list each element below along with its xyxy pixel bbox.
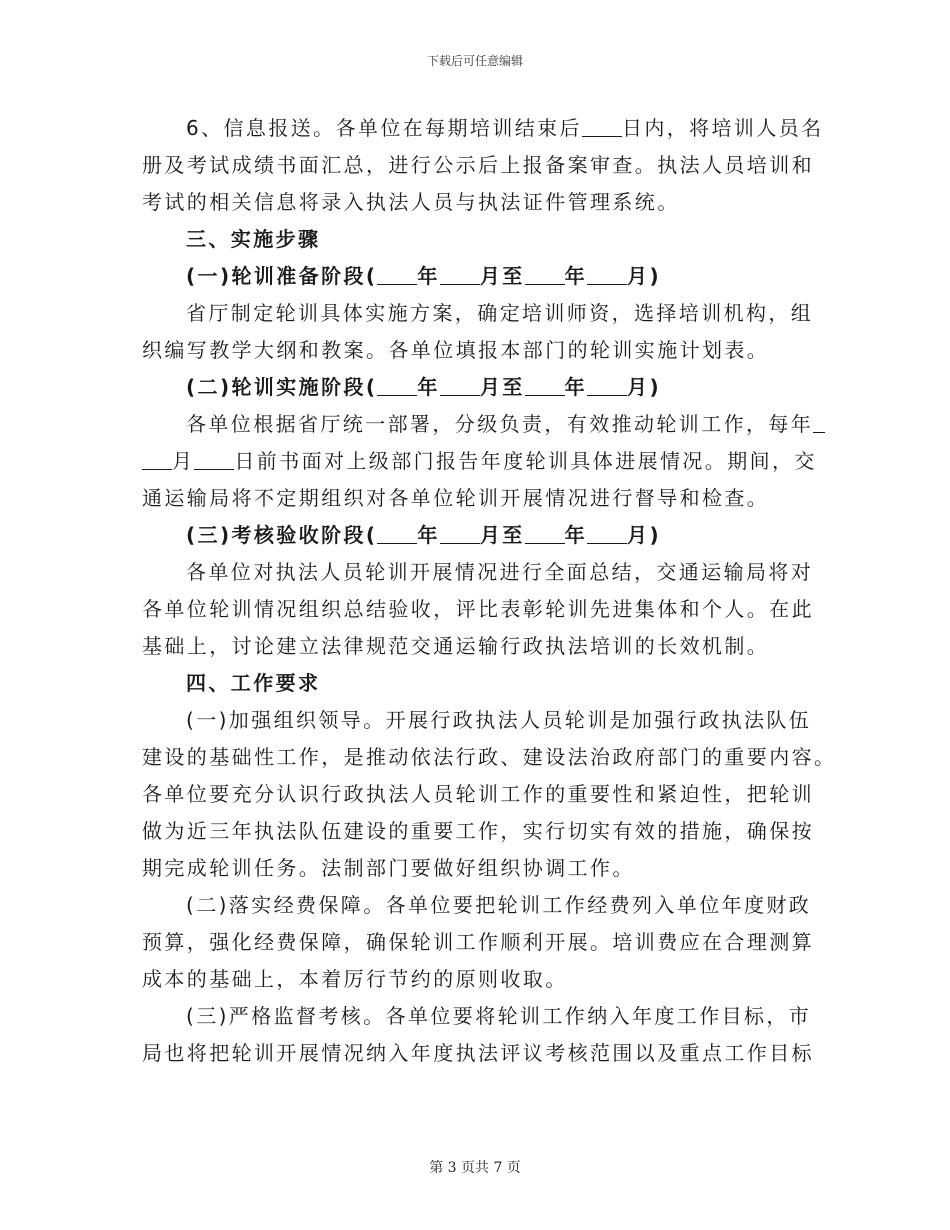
blank-underline — [582, 116, 622, 137]
blank-underline — [377, 264, 417, 285]
stage-heading-acceptance: (三)考核验收阶段( 年 月至 年 月) — [186, 523, 661, 547]
blank-underline — [377, 523, 417, 544]
paragraph-line: (三)严格监督考核。各单位要将轮训工作纳入年度工作目标，市 — [186, 1004, 812, 1028]
blank-underline — [440, 264, 480, 285]
stage-heading-preparation: (一)轮训准备阶段( 年 月至 年 月) — [186, 264, 661, 288]
section-heading-implementation: 三、实施步骤 — [186, 227, 321, 251]
paragraph-line: 基础上，讨论建立法律规范交通运输行政执法培训的长效机制。 — [142, 634, 770, 658]
paragraph-line: 做为近三年执法队伍建设的重要工作，实行切实有效的措施，确保按 — [142, 819, 814, 843]
page-footer: 第 3 页共 7 页 — [429, 1160, 521, 1176]
paragraph-line: 预算，强化经费保障，确保轮训工作顺利开展。培训费应在合理测算 — [142, 930, 814, 954]
paragraph-line: 月 日前书面对上级部门报告年度轮训具体进展情况。期间，交 — [142, 443, 804, 480]
paragraph-line: 各单位根据省厅统一部署，分级负责，有效推动轮训工作，每年 — [142, 406, 804, 443]
paragraph-line: 建设的基础性工作，是推动依法行政、建设法治政府部门的重要内容。 — [142, 745, 837, 769]
page-header: 下载后可任意编辑 — [426, 54, 523, 68]
blank-underline — [525, 375, 565, 396]
blank-underline — [587, 523, 627, 544]
blank-underline — [377, 375, 417, 396]
paragraph-info-report-line-1: 6、信息报送。各单位在每期培训结束后 日内，将培训人员名 — [186, 116, 824, 140]
blank-underline — [587, 264, 627, 285]
blank-underline — [525, 523, 565, 544]
blank-underline — [813, 412, 825, 433]
paragraph-line: 各单位对执法人员轮训开展情况进行全面总结，交通运输局将对 — [186, 560, 814, 584]
paragraph-line: 册及考试成绩书面汇总，进行公示后上报备案审查。执法人员培训和 — [142, 153, 814, 177]
stage-heading-implementation: (二)轮训实施阶段( 年 月至 年 月) — [186, 375, 661, 399]
paragraph-line: 考试的相关信息将录入执法人员与执法证件管理系统。 — [142, 190, 680, 214]
paragraph-line: 局也将把轮训开展情况纳入年度执法评议考核范围以及重点工作目标 — [142, 1041, 814, 1065]
blank-underline — [440, 375, 480, 396]
paragraph-line: 织编写教学大纲和教案。各单位填报本部门的轮训实施计划表。 — [142, 338, 770, 362]
paragraph-line: 通运输局将不定期组织对各单位轮训开展情况进行督导和检查。 — [142, 486, 770, 510]
blank-underline — [142, 449, 172, 470]
paragraph-line: (一)加强组织领导。开展行政执法人员轮训是加强行政执法队伍 — [186, 708, 812, 732]
section-heading-work-requirements: 四、工作要求 — [186, 671, 321, 695]
document-body — [142, 110, 837, 1072]
blank-underline — [440, 523, 480, 544]
blank-underline — [525, 264, 565, 285]
paragraph-line: 省厅制定轮训具体实施方案，确定培训师资，选择培训机构，组 — [186, 301, 814, 325]
paragraph-line: (二)落实经费保障。各单位要把轮训工作经费列入单位年度财政 — [186, 893, 812, 917]
paragraph-line: 成本的基础上，本着厉行节约的原则收取。 — [142, 967, 568, 991]
paragraph-line: 各单位要充分认识行政执法人员轮训工作的重要性和紧迫性，把轮训 — [142, 782, 814, 806]
blank-underline — [587, 375, 627, 396]
paragraph-line: 各单位轮训情况组织总结验收，评比表彰轮训先进集体和个人。在此 — [142, 597, 814, 621]
paragraph-line: 期完成轮训任务。法制部门要做好组织协调工作。 — [142, 856, 635, 880]
blank-underline — [194, 449, 234, 470]
